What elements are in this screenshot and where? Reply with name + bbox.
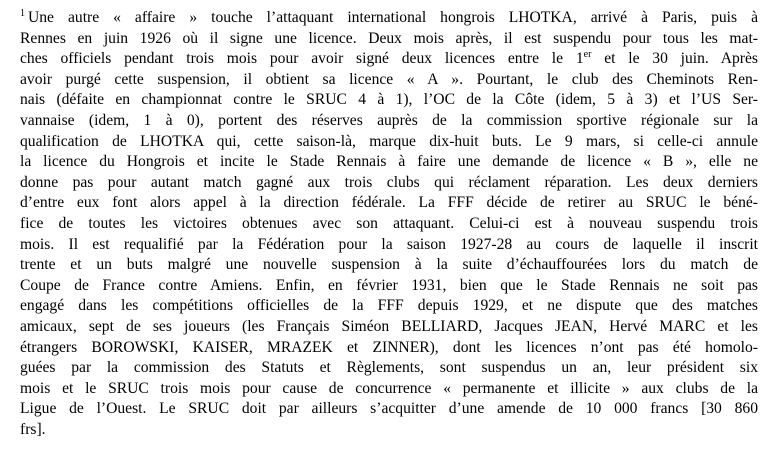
footnote-line: qualification de LHOTKA qui, cette saison-là, marque dix-huit buts. Le 9 mars, si celle-ci annule — [20, 132, 758, 150]
footnote-line: trente et un buts malgré une nouvelle suspension à la suite d’échauffourées lors du match de — [20, 256, 758, 274]
footnote-line — [20, 49, 758, 70]
footnote-line: guées par la commission des Statuts et Règlements, sont suspendus un an, leur président six — [20, 359, 758, 377]
footnote-line: Rennes en juin 1926 où il signe une licence. Deux mois après, il est suspendu pour tous les mat- — [20, 29, 758, 47]
footnote-marker: 1 — [20, 8, 25, 19]
ordinal-superscript: er — [583, 49, 592, 61]
footnote-line: mois. Il est requalifié par la Fédération pour la saison 1927-28 au cours de laquelle il inscrit — [20, 235, 758, 253]
footnote-text: Une autre « affaire » touche l’attaquant international hongrois LHOTKA, arrivé à Paris, puis à — [28, 9, 758, 26]
footnote-line: Ligue de l’Ouest. Le SRUC doit par ailleurs s’acquitter d’une amende de 10 000 francs [30 860 — [20, 400, 758, 418]
footnote-line: la licence du Hongrois et incite le Stade Rennais à faire une demande de licence « B », elle ne — [20, 153, 758, 171]
footnote-line: engagé dans les compétitions officielles de la FFF depuis 1929, et ne dispute que des matches — [20, 297, 758, 315]
footnote-line: Coupe de France contre Amiens. Enfin, en février 1931, bien que le Stade Rennais ne soit pas — [20, 276, 758, 294]
footnote-line: étrangers BOROWSKI, KAISER, MRAZEK et ZINNER), dont les licences n’ont pas été homolo- — [20, 338, 758, 356]
footnote-text: ches officiels pendant trois mois pour avoir signé deux licences entre le 1 — [20, 50, 584, 68]
footnote-line: fice de toutes les victoires obtenues avec son attaquant. Celui-ci est à nouveau suspendu trois — [20, 214, 758, 232]
footnote-line-1 — [20, 8, 758, 29]
footnote-line: amicaux, sept de ses joueurs (les Français Siméon BELLIARD, Jacques JEAN, Hervé MARC et les — [20, 317, 758, 335]
footnote-line: frs]. — [20, 420, 46, 438]
footnote-line: donne pas pour autant match gagné aux trois clubs qui réclament réparation. Les deux derniers — [20, 173, 758, 191]
footnote-line: d’entre eux font alors appel à la direction fédérale. La FFF décide de retirer au SRUC le béné- — [20, 194, 758, 212]
footnote-line: avoir purgé cette suspension, il obtient sa licence « A ». Pourtant, le club des Cheminots Ren- — [20, 70, 758, 88]
footnote-line: vannaise (idem, 1 à 0), portent des réserves auprès de la commission sportive régionale sur la — [20, 111, 758, 129]
footnote-line: mois et le SRUC trois mois pour cause de concurrence « permanente et illicite » aux clubs de la — [20, 379, 758, 397]
footnote-text: et le 30 juin. Après — [591, 50, 758, 68]
footnote-line: nais (défaite en championnat contre le SRUC 4 à 1), l’OC de la Côte (idem, 5 à 3) et l’US Ser- — [20, 91, 758, 109]
